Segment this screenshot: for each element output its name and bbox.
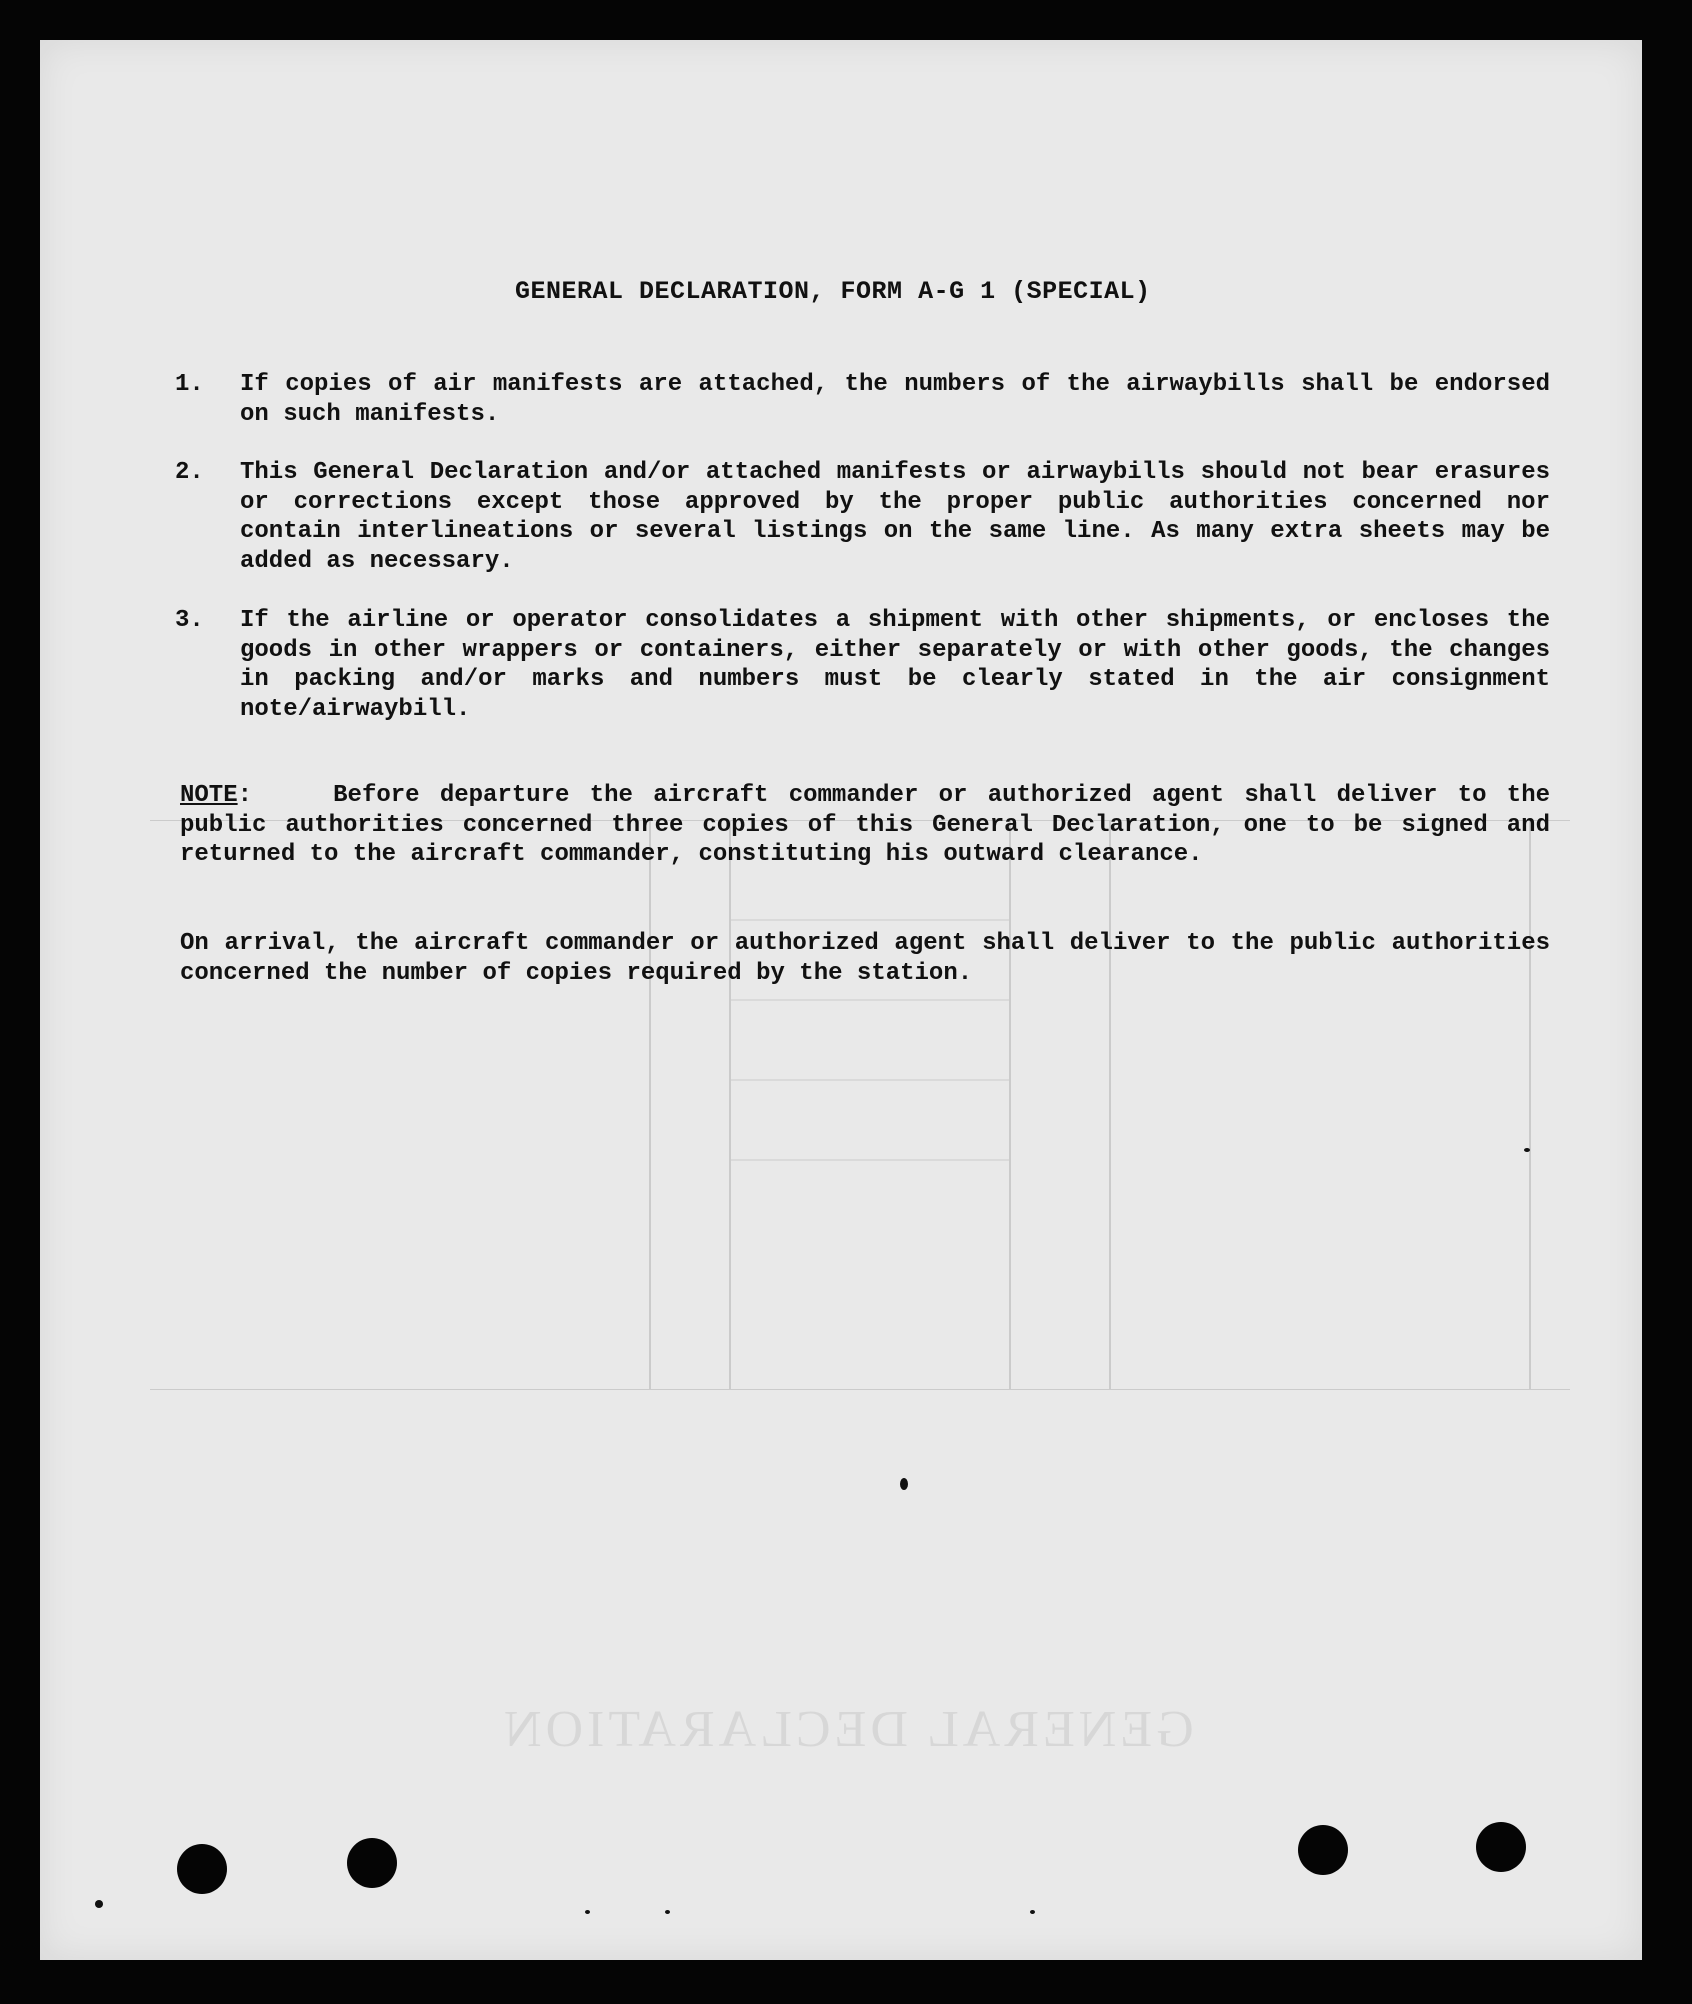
- punch-hole: [347, 1838, 397, 1888]
- scan-speck: [665, 1910, 670, 1914]
- arrival-paragraph: On arrival, the aircraft commander or authorized agent shall deliver to the public authorities concerned the number of copies required by the station.: [180, 930, 1550, 987]
- note-paragraph: NOTE: Before departure the aircraft commander or authorized agent shall deliver to the public authorities concerned three copies of this General Declaration, one to be signed and returned to the aircraft commander, constituting his outward clearance.: [180, 782, 1550, 868]
- punch-hole: [177, 1844, 227, 1894]
- page-title: GENERAL DECLARATION, FORM A-G 1 (SPECIAL): [515, 277, 1151, 306]
- list-item-number: 2.: [175, 459, 204, 486]
- punch-hole: [1476, 1822, 1526, 1872]
- bleed-through-heading: GENERAL DECLARATION: [500, 1701, 1194, 1758]
- scan-speck: [1524, 1148, 1530, 1152]
- list-item-text: This General Declaration and/or attached manifests or airwaybills should not bear erasures or corrections except those approved by the proper public authorities concerned nor contain interlineations or several listings on the same line. As many extra sheets may be added as necessary.: [240, 459, 1550, 575]
- bleed-through-form-lines: [150, 820, 1570, 1390]
- list-item: [175, 370, 1550, 429]
- note-text: Before departure the aircraft commander or authorized agent shall deliver to the public authorities concerned three copies of this General Declaration, one to be signed and returned to the aircraft commander, constituting his outward clearance.: [180, 782, 1550, 868]
- document-page: [40, 40, 1642, 1960]
- punch-hole: [1298, 1825, 1348, 1875]
- scan-speck: [585, 1910, 590, 1914]
- scan-speck: [1030, 1910, 1035, 1914]
- scan-speck: [95, 1900, 103, 1908]
- scan-speck: [900, 1478, 908, 1490]
- list-item: [175, 606, 1550, 724]
- note-label: NOTE: [180, 782, 238, 809]
- list-item-text: If copies of air manifests are attached, the numbers of the airwaybills shall be endorsed on such manifests.: [240, 371, 1550, 428]
- list-item-text: If the airline or operator consolidates a shipment with other shipments, or encloses the goods in other wrappers or containers, either separately or with other goods, the changes in packing and/or marks and numbers must be clearly stated in the air consignment note/airwaybill.: [240, 607, 1550, 723]
- list-item-number: 3.: [175, 607, 204, 634]
- list-item: [175, 458, 1550, 576]
- list-item-number: 1.: [175, 371, 204, 398]
